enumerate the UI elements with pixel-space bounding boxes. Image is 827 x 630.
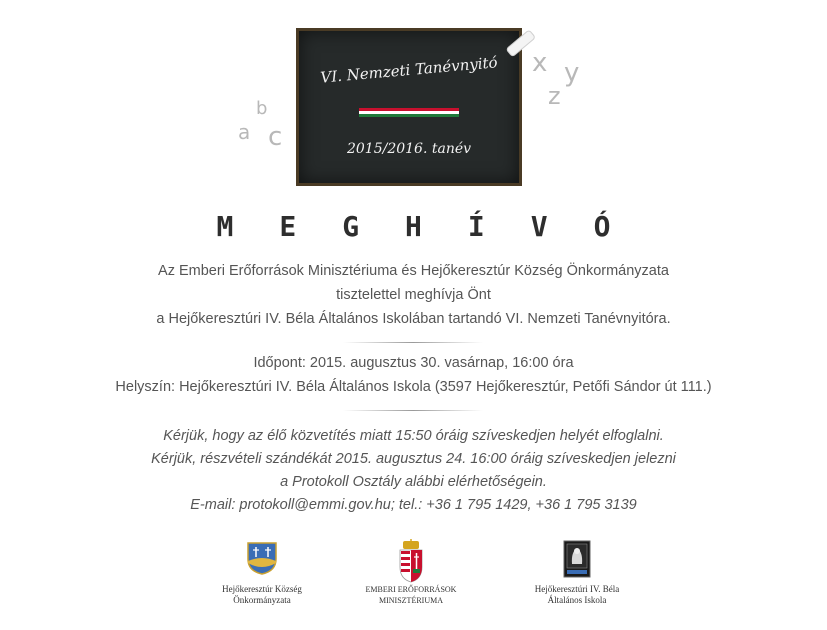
intro-line-1: Az Emberi Erőforrások Minisztériuma és Hejőkeresztúr Község Önkormányzata	[158, 263, 669, 279]
intro-line-2: tisztelettel meghívja Önt	[336, 287, 491, 303]
doodle-letter-c: c	[268, 122, 283, 152]
board-title: VI. Nemzeti Tanévnyitó	[319, 53, 499, 87]
school-emblem-icon	[563, 540, 591, 578]
logo-label-line: EMBERI ERŐFORRÁSOK	[365, 585, 457, 594]
note-protocol: a Protokoll Osztály alábbi elérhetőségein.	[280, 474, 547, 490]
logo-label-line: MINISZTÉRIUMA	[379, 596, 443, 605]
divider	[343, 410, 483, 411]
logo-label-line: Hejőkeresztúri IV. Béla	[534, 584, 620, 594]
event-place: Helyszín: Hejőkeresztúri IV. Béla Általános Iskola (3597 Hejőkeresztúr, Petőfi Sándor út 111.)	[115, 379, 712, 395]
note-rsvp: Kérjük, részvételi szándékát 2015. augusztus 24. 16:00 óráig szíveskedjen jelezni	[151, 451, 676, 467]
village-coat-of-arms-icon	[246, 541, 278, 575]
divider	[343, 342, 483, 343]
hungarian-flag-stripe	[359, 108, 459, 118]
board-year: 2015/2016. tanév	[346, 141, 472, 157]
logo-label-line: Hejőkeresztúr Község	[222, 584, 302, 594]
doodle-letter-b: b	[256, 98, 268, 119]
logo-label-municipality	[198, 584, 326, 606]
hungarian-coat-of-arms-icon	[398, 539, 424, 583]
doodle-letter-a: a	[238, 120, 251, 144]
chalkboard-banner	[296, 28, 522, 186]
invitation-heading: MEGHÍVÓ	[216, 210, 657, 243]
doodle-letter-z: z	[548, 82, 561, 110]
contact-info: E-mail: protokoll@emmi.gov.hu; tel.: +36 1 795 1429, +36 1 795 3139	[190, 497, 637, 513]
note-seating: Kérjük, hogy az élő közvetítés miatt 15:50 óráig szíveskedjen helyét elfoglalni.	[163, 428, 664, 444]
logo-label-school	[510, 584, 644, 606]
event-time: Időpont: 2015. augusztus 30. vasárnap, 16:00 óra	[253, 355, 574, 371]
logo-label-line: Általános Iskola	[547, 595, 607, 605]
intro-line-3: a Hejőkeresztúri IV. Béla Általános Iskolában tartandó VI. Nemzeti Tanévnyitóra.	[156, 311, 671, 327]
doodle-letter-y: y	[564, 58, 580, 88]
logo-label-line: Önkormányzata	[233, 595, 291, 605]
flag-stripe-green	[359, 114, 459, 117]
logo-label-ministry	[350, 584, 472, 606]
doodle-letter-x: x	[532, 48, 548, 78]
